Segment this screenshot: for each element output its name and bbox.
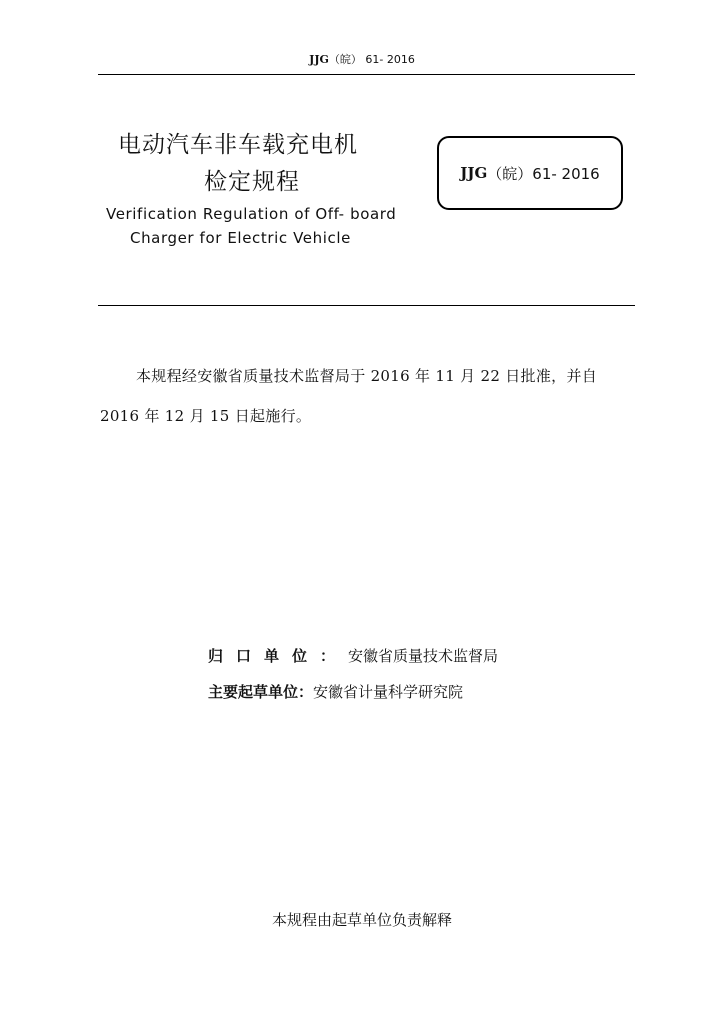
standard-code-box xyxy=(437,136,623,210)
drafter-label: 主要起草单位： xyxy=(208,683,314,701)
code-box-prefix: JJG xyxy=(460,164,488,182)
header-divider xyxy=(98,74,635,75)
title-cn-line2: 检定规程 xyxy=(204,169,300,195)
title-en-line1: Verification Regulation of Off- board xyxy=(106,205,397,223)
title-cn-line1: 电动汽车非车载充电机 xyxy=(118,132,358,158)
header-code-prefix: JJG xyxy=(309,53,329,66)
authority-label: 归口单位： xyxy=(208,647,349,665)
code-box-suffix: （皖）61- 2016 xyxy=(487,164,600,183)
title-en-line2: Charger for Electric Vehicle xyxy=(130,229,351,247)
title-divider xyxy=(98,305,635,306)
approval-statement: 本规程经安徽省质量技术监督局于 2016 年 11 月 22 日批准，并自 2016 年 12 月 15 日起施行。 xyxy=(100,367,598,425)
authority-value: 安徽省质量技术监督局 xyxy=(348,647,499,665)
interpretation-note: 本规程由起草单位负责解释 xyxy=(271,911,452,929)
authority-row xyxy=(208,645,498,667)
drafter-value: 安徽省计量科学研究院 xyxy=(313,683,464,701)
header-code-suffix: （皖） 61- 2016 xyxy=(328,53,415,66)
drafter-row xyxy=(208,681,463,703)
header-standard-code xyxy=(0,53,724,67)
